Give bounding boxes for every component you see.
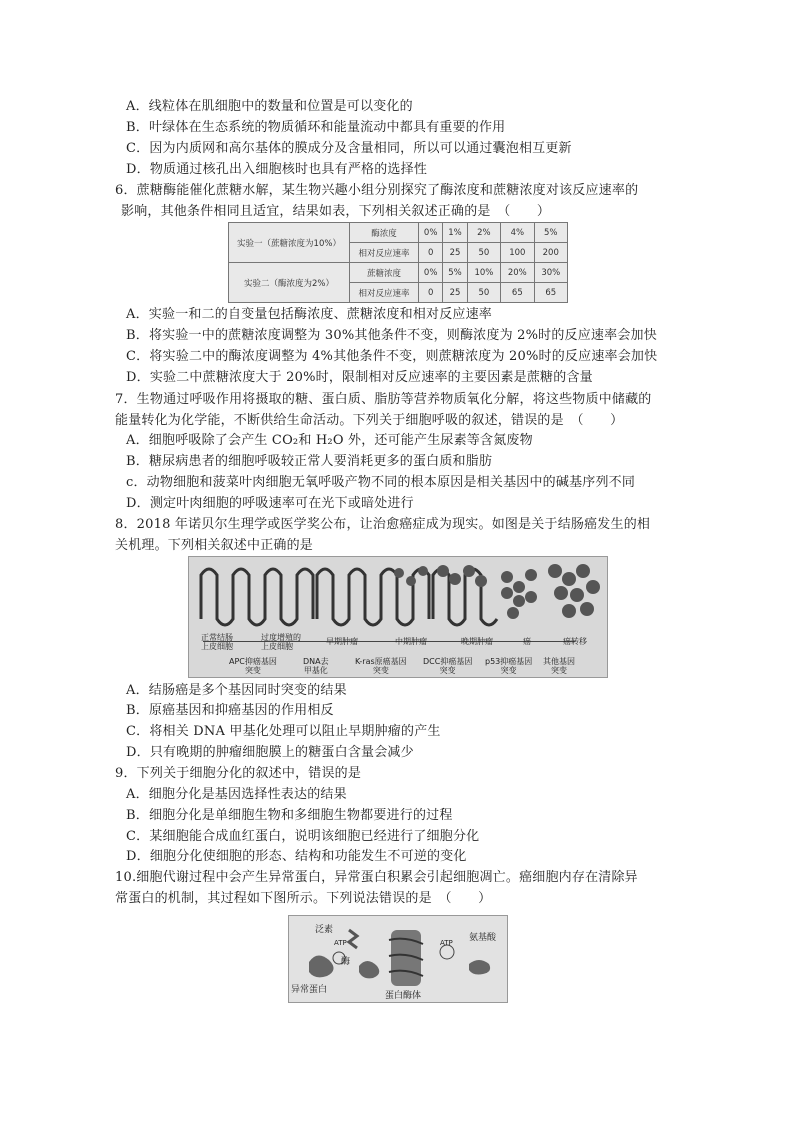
q9-option-c: C．某细胞能合成血红蛋白，说明该细胞已经进行了细胞分化 (126, 829, 480, 844)
exp2-label: 实验二（酶浓度为2%） (229, 263, 350, 303)
table-cell: 0 (419, 243, 443, 263)
q8-stem-line2: 关机理。下列相关叙述中正确的是 (115, 538, 314, 553)
proteasome-label: 蛋白酶体 (385, 991, 422, 1001)
progression-arrow (203, 641, 575, 642)
q9-option-b: B．细胞分化是单细胞生物和多细胞生物都要进行的过程 (126, 808, 453, 823)
q10-stem-line1: 10.细胞代谢过程中会产生异常蛋白，异常蛋白积累会引起细胞凋亡。癌细胞内存在清除异 (115, 870, 638, 885)
table-cell: 0% (419, 263, 443, 283)
q9-stem: 9．下列关于细胞分化的叙述中，错误的是 (115, 766, 362, 781)
abnormal-protein-label: 异常蛋白 (291, 985, 328, 995)
stage-normal-epithelium: 正常结肠 上皮细胞 (201, 633, 233, 651)
q6-option-c: C．将实验二中的酶浓度调整为 4%其他条件不变，则蔗糖浓度为 20%时的反应速率会加快 (126, 349, 658, 364)
q7-stem-line2: 能量转化为化学能，不断供给生命活动。下列关于细胞呼吸的叙述，错误的是 （ ） (115, 413, 624, 428)
table-cell: 5% (443, 263, 467, 283)
ubiquitin-label: 泛素 (315, 925, 334, 935)
q6-option-a: A．实验一和二的自变量包括酶浓度、蔗糖浓度和相对反应速率 (126, 307, 492, 322)
q7-option-b: B．糖尿病患者的细胞呼吸较正常人要消耗更多的蛋白质和脂肪 (126, 454, 493, 469)
intestinal-villi-illustration (189, 557, 607, 627)
q5-option-c: C．因为内质网和高尔基体的膜成分及含量相同，所以可以通过囊泡相互更新 (126, 141, 572, 156)
proteasome-figure (288, 915, 508, 1003)
q5-option-b: B．叶绿体在生态系统的物质循环和能量流动中都具有重要的作用 (126, 120, 506, 135)
table-cell: 65 (501, 283, 534, 303)
table-cell: 200 (534, 243, 567, 263)
cause-other-genes: 其他基因 突变 (543, 657, 575, 675)
q6-stem-line1: 6．蔗糖酶能催化蔗糖水解，某生物兴趣小组分别探究了酶浓度和蔗糖浓度对该反应速率的 (115, 183, 639, 198)
q9-option-a: A．细胞分化是基因选择性表达的结果 (126, 787, 347, 802)
exp1-label: 实验一（蔗糖浓度为10%） (229, 223, 350, 263)
cause-k-ras: K-ras原癌基因 突变 (355, 657, 407, 675)
q7-option-c: c．动物细胞和菠菜叶肉细胞无氧呼吸产物不同的根本原因是相关基因中的碱基序列不同 (126, 475, 636, 490)
q6-option-d: D．实验二中蔗糖浓度大于 20%时，限制相对反应速率的主要因素是蔗糖的含量 (126, 370, 593, 385)
row-header: 相对反应速率 (350, 283, 419, 303)
table-cell: 0 (419, 283, 443, 303)
stage-middle-tumor: 中期肿瘤 (395, 637, 427, 646)
q6-stem-line2: 影响，其他条件相同且适宜，结果如表，下列相关叙述正确的是 （ ） (121, 204, 551, 219)
atp-label-2: ATP (440, 939, 453, 947)
row-header: 相对反应速率 (350, 243, 419, 263)
table-cell: 25 (443, 243, 467, 263)
q7-stem-line1: 7．生物通过呼吸作用将摄取的糖、蛋白质、脂肪等营养物质氧化分解，将这些物质中储藏的 (115, 392, 652, 407)
q10-stem-line2: 常蛋白的机制，其过程如下图所示。下列说法错误的是 （ ） (115, 891, 492, 906)
q5-option-a: A．线粒体在肌细胞中的数量和位置是可以变化的 (126, 99, 413, 114)
cause-p53: p53抑癌基因 突变 (485, 657, 533, 675)
table-cell: 0% (419, 223, 443, 243)
q8-option-b: B．原癌基因和抑癌基因的作用相反 (126, 703, 334, 718)
q7-option-a: A．细胞呼吸除了会产生 CO₂和 H₂O 外，还可能产生尿素等含氮废物 (126, 433, 533, 448)
q6-option-b: B．将实验一中的蔗糖浓度调整为 30%其他条件不变，则酶浓度为 2%时的反应速率会加快 (126, 328, 657, 343)
table-cell: 50 (467, 243, 500, 263)
table-cell: 30% (534, 263, 567, 283)
table-cell: 4% (501, 223, 534, 243)
q8-option-c: C．将相关 DNA 甲基化处理可以阻止早期肿瘤的产生 (126, 724, 441, 739)
table-cell: 100 (501, 243, 534, 263)
table-cell: 5% (534, 223, 567, 243)
stage-late-tumor: 晚期肿瘤 (461, 637, 493, 646)
enzyme-label: 酶 (341, 957, 351, 967)
table-cell: 50 (467, 283, 500, 303)
colon-cancer-figure (188, 556, 608, 678)
stage-early-tumor: 早期肿瘤 (326, 637, 358, 646)
amino-acid-label: 氨基酸 (469, 933, 497, 943)
stage-cancer: 癌 (523, 637, 531, 646)
q9-option-d: D．细胞分化使细胞的形态、结构和功能发生不可逆的变化 (126, 849, 467, 864)
q7-option-d: D．测定叶肉细胞的呼吸速率可在光下或暗处进行 (126, 496, 414, 511)
cause-dna-demethylation: DNA去 甲基化 (303, 657, 329, 675)
table-cell: 1% (443, 223, 467, 243)
table-cell: 65 (534, 283, 567, 303)
stage-metastasis: 癌转移 (563, 637, 587, 646)
table-cell: 20% (501, 263, 534, 283)
atp-label-1: ATP (334, 939, 347, 947)
table-cell: 25 (443, 283, 467, 303)
cause-apc: APC抑癌基因 突变 (229, 657, 277, 675)
q8-option-d: D．只有晚期的肿瘤细胞膜上的糖蛋白含量会减少 (126, 745, 414, 760)
cause-dcc: DCC抑癌基因 突变 (423, 657, 473, 675)
q8-option-a: A．结肠癌是多个基因同时突变的结果 (126, 683, 347, 698)
enzyme-experiment-table (228, 222, 568, 303)
row-header: 蔗糖浓度 (350, 263, 419, 283)
q5-option-d: D．物质通过核孔出入细胞核时也具有严格的选择性 (126, 162, 428, 177)
table-cell: 10% (467, 263, 500, 283)
table-cell: 2% (467, 223, 500, 243)
q8-stem-line1: 8．2018 年诺贝尔生理学或医学奖公布，让治愈癌症成为现实。如图是关于结肠癌发生的相 (115, 517, 651, 532)
stage-hyperproliferative: 过度增殖的 上皮细胞 (261, 633, 301, 651)
row-header: 酶浓度 (350, 223, 419, 243)
